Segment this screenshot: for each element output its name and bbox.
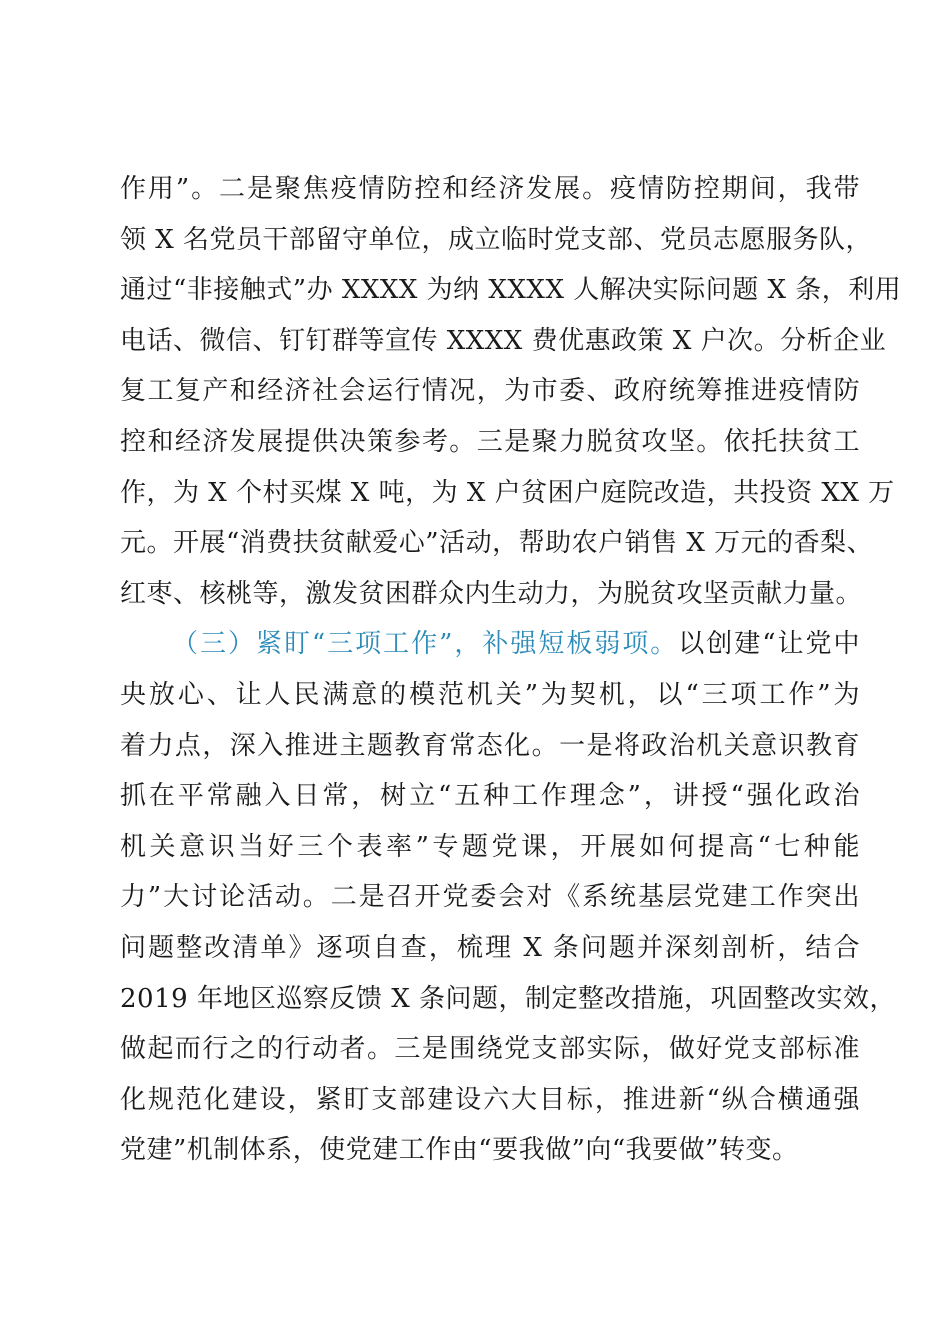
paragraph-line: 电话、微信、钉钉群等宣传 XXXX 费优惠政策 X 户次。分析企业 bbox=[120, 325, 887, 356]
section-heading: （三）紧盯“三项工作”，补强短板弱项。 bbox=[172, 629, 679, 660]
paragraph-line: 2019 年地区巡察反馈 X 条问题，制定整改措施，巩固整改实效， bbox=[120, 983, 896, 1014]
paragraph-line: 复工复产和经济社会运行情况，为市委、政府统筹推进疫情防 bbox=[120, 376, 860, 407]
section-heading-line bbox=[120, 619, 860, 670]
paragraph-line: 通过“非接触式”办 XXXX 为纳 XXXX 人解决实际问题 X 条，利用 bbox=[120, 275, 902, 306]
paragraph-line: 问题整改清单》逐项自查，梳理 X 条问题并深刻剖析，结合 bbox=[120, 932, 860, 963]
paragraph-line: 着力点，深入推进主题教育常态化。一是将政治机关意识教育 bbox=[120, 730, 860, 761]
paragraph-line: 力”大讨论活动。二是召开党委会对《系统基层党建工作突出 bbox=[120, 882, 860, 913]
paragraph-line: 央放心、让人民满意的模范机关”为契机，以“三项工作”为 bbox=[120, 679, 860, 710]
paragraph-line: 党建”机制体系，使党建工作由“要我做”向“我要做”转变。 bbox=[120, 1135, 799, 1166]
paragraph-line: 做起而行之的行动者。三是围绕党支部实际，做好党支部标准 bbox=[120, 1034, 860, 1065]
body-text bbox=[120, 164, 902, 1176]
section-heading-rest: 以创建“让党中 bbox=[678, 629, 860, 660]
paragraph-line: 化规范化建设，紧盯支部建设六大目标，推进新“纵合横通强 bbox=[120, 1084, 860, 1115]
paragraph-line: 元。开展“消费扶贫献爱心”活动，帮助农户销售 X 万元的香梨、 bbox=[120, 528, 874, 559]
paragraph-line: 抓在平常融入日常，树立“五种工作理念”，讲授“强化政治 bbox=[120, 781, 860, 812]
paragraph-line: 作用”。二是聚焦疫情防控和经济发展。疫情防控期间，我带 bbox=[120, 174, 860, 204]
paragraph-line: 机关意识当好三个表率”专题党课，开展如何提高“七种能 bbox=[120, 831, 860, 862]
paragraph-line: 领 X 名党员干部留守单位，成立临时党支部、党员志愿服务队， bbox=[120, 224, 873, 255]
paragraph-line: 作，为 X 个村买煤 X 吨，为 X 户贫困户庭院改造，共投资 XX 万 bbox=[120, 477, 895, 508]
paragraph-line: 控和经济发展提供决策参考。三是聚力脱贫攻坚。依托扶贫工 bbox=[120, 426, 860, 457]
paragraph-line: 红枣、核桃等，激发贫困群众内生动力，为脱贫攻坚贡献力量。 bbox=[120, 578, 863, 609]
